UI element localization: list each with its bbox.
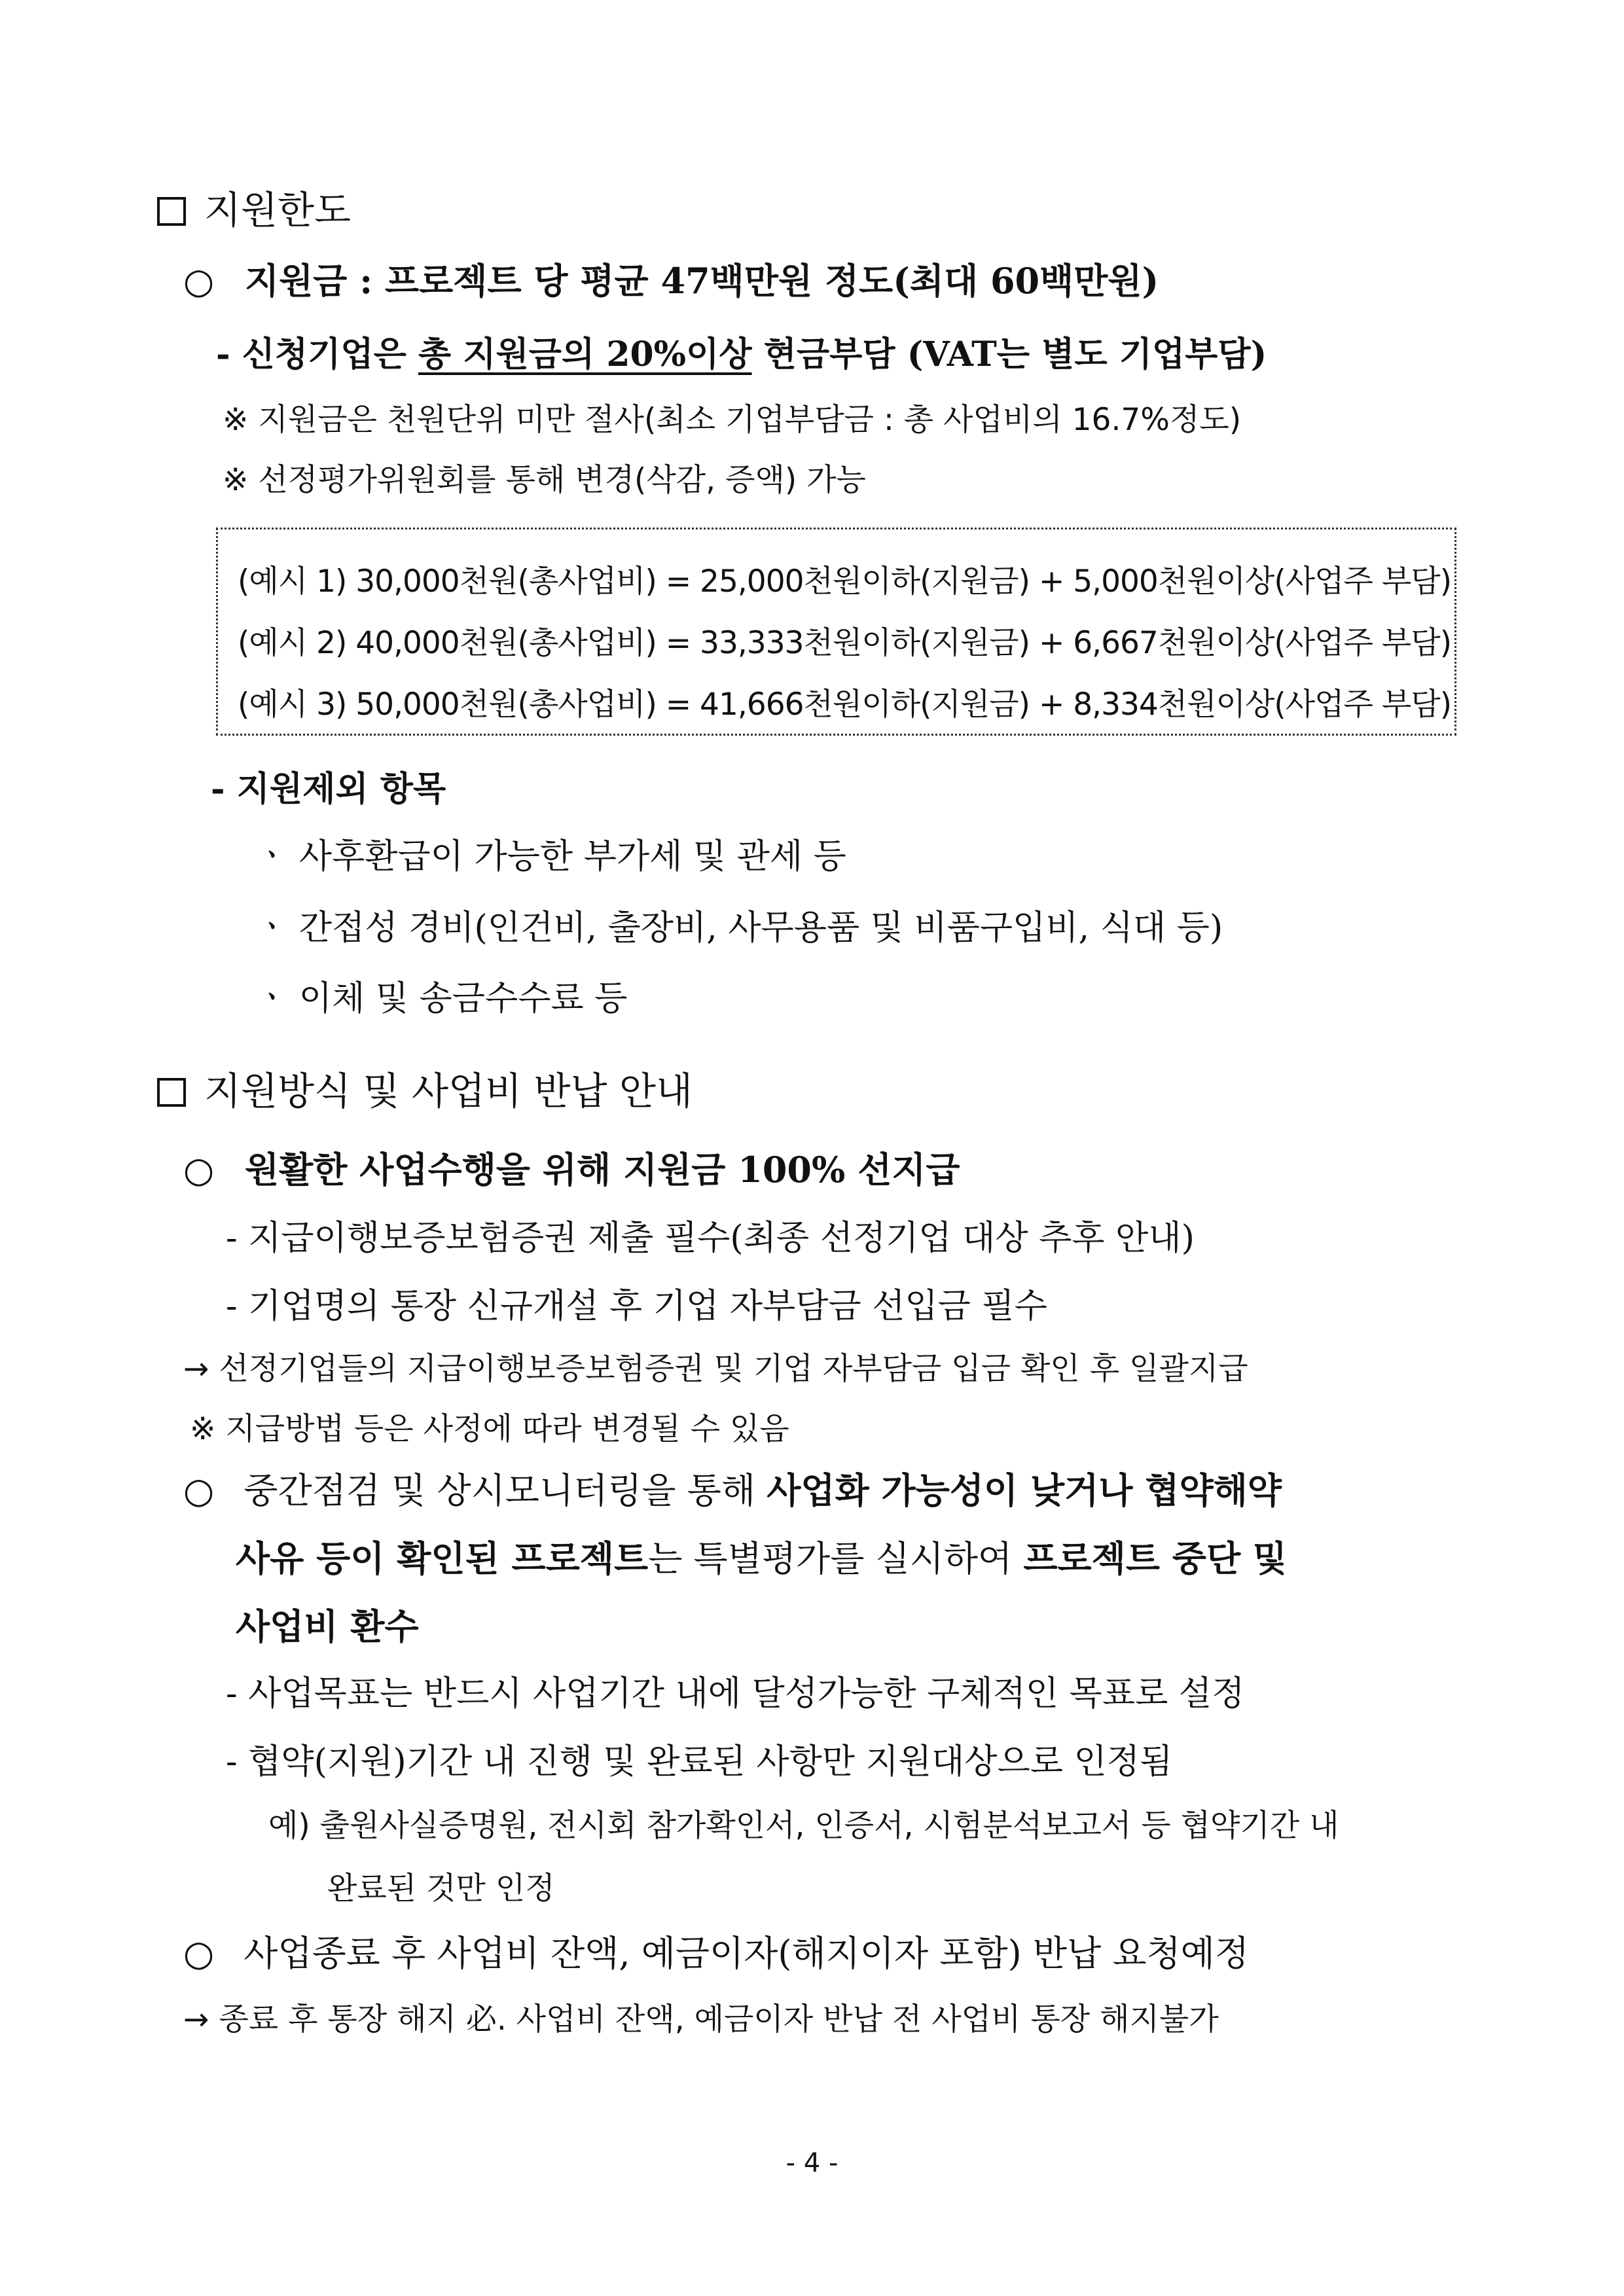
section2-note1: ※ 지급방법 등은 사정에 따라 변경될 수 있음 [190, 1411, 789, 1447]
example-line-1: (예시 1) 30,000천원(총사업비) = 25,000천원이하(지원금) + 5,000천원이상(사업주 부담) [238, 564, 1452, 600]
section2-item3 [183, 1933, 1250, 1974]
page-number: - 4 - [785, 2148, 839, 2178]
item2-l2-bold1: 사유 등이 확인된 프로젝트 [236, 1537, 649, 1579]
section1-heading [157, 188, 352, 232]
section1-title: 지원한도 [204, 188, 352, 232]
section1-note1: ※ 지원금은 천원단위 미만 절사(최소 기업부담금 : 총 사업비의 16.7%정도) [223, 402, 1242, 438]
section1-note2: ※ 선정평가위원회를 통해 변경(삭감, 증액) 가능 [223, 462, 866, 498]
section2-item2-line3: 사업비 환수 [236, 1605, 419, 1647]
example-box [216, 528, 1456, 736]
checkbox-square-icon [157, 197, 186, 226]
example-line-3: (예시 3) 50,000천원(총사업비) = 41,666천원이하(지원금) + 8,334천원이상(사업주 부담) [238, 687, 1452, 723]
exclusion-item-1: ㆍ 사후환급이 가능한 부가세 및 관세 등 [255, 837, 846, 876]
circle-bullet-icon: ○ [183, 260, 215, 302]
sub1-suffix: 현금부담 (VAT는 별도 기업부담) [751, 334, 1267, 374]
section2-sub1: - 지급이행보증보험증권 제출 필수(최종 선정기업 대상 추후 안내) [226, 1219, 1195, 1258]
circle-bullet-icon: ○ [183, 1149, 215, 1191]
item2-l1-bold: 사업화 가능성이 낮거나 협약해약 [767, 1469, 1282, 1511]
circle-bullet-icon: ○ [183, 1470, 215, 1511]
section2-example-line2: 완료된 것만 인정 [327, 1871, 555, 1907]
section1-item1 [183, 260, 1159, 302]
section2-sub3: - 사업목표는 반드시 사업기간 내에 달성가능한 구체적인 목표로 설정 [226, 1674, 1245, 1713]
section2-item1 [183, 1149, 960, 1191]
section2-item2-line1 [183, 1469, 1282, 1511]
section2-sub4: - 협약(지원)기간 내 진행 및 완료된 사항만 지원대상으로 인정됨 [226, 1742, 1173, 1782]
sub1-underlined: 총 지원금의 20%이상 [418, 334, 752, 374]
section2-sub2: - 기업명의 통장 신규개설 후 기업 자부담금 선입금 필수 [226, 1287, 1047, 1326]
item2-l2-plain: 는 특별평가를 실시하여 [648, 1538, 1024, 1579]
section2-item2-line2 [236, 1537, 1288, 1579]
section1-item1-text: 지원금 : 프로젝트 당 평균 47백만원 정도(최대 60백만원) [244, 260, 1159, 302]
item2-l1-plain: 중간점검 및 상시모니터링을 통해 [244, 1470, 767, 1511]
section2-heading [157, 1069, 693, 1113]
section2-arrow1: → 선정기업들의 지급이행보증보험증권 및 기업 자부담금 입금 확인 후 일괄지급 [183, 1351, 1248, 1387]
exclusion-item-3: ㆍ 이체 및 송금수수료 등 [255, 979, 628, 1018]
sub1-prefix: - 신청기업은 [216, 334, 418, 374]
exclusion-title: - 지원제외 항목 [211, 769, 446, 809]
section1-sub1 [216, 334, 1267, 374]
example-line-2: (예시 2) 40,000천원(총사업비) = 33,333천원이하(지원금) + 6,667천원이상(사업주 부담) [238, 625, 1452, 661]
section2-item1-text: 원활한 사업수행을 위해 지원금 100% 선지급 [244, 1149, 960, 1191]
exclusion-item-2: ㆍ 간접성 경비(인건비, 출장비, 사무용품 및 비품구입비, 식대 등) [255, 908, 1223, 948]
section2-arrow2: → 종료 후 통장 해지 必. 사업비 잔액, 예금이자 반납 전 사업비 통장 해지불가 [183, 2001, 1219, 2037]
section2-title: 지원방식 및 사업비 반납 안내 [204, 1069, 693, 1113]
checkbox-square-icon [157, 1078, 186, 1107]
section2-example-line1: 예) 출원사실증명원, 전시회 참가확인서, 인증서, 시험분석보고서 등 협약기간 내 [268, 1808, 1339, 1844]
circle-bullet-icon: ○ [183, 1933, 215, 1974]
item2-l2-bold2: 프로젝트 중단 및 [1023, 1537, 1288, 1579]
section2-item3-text: 사업종료 후 사업비 잔액, 예금이자(해지이자 포함) 반납 요청예정 [244, 1933, 1250, 1974]
